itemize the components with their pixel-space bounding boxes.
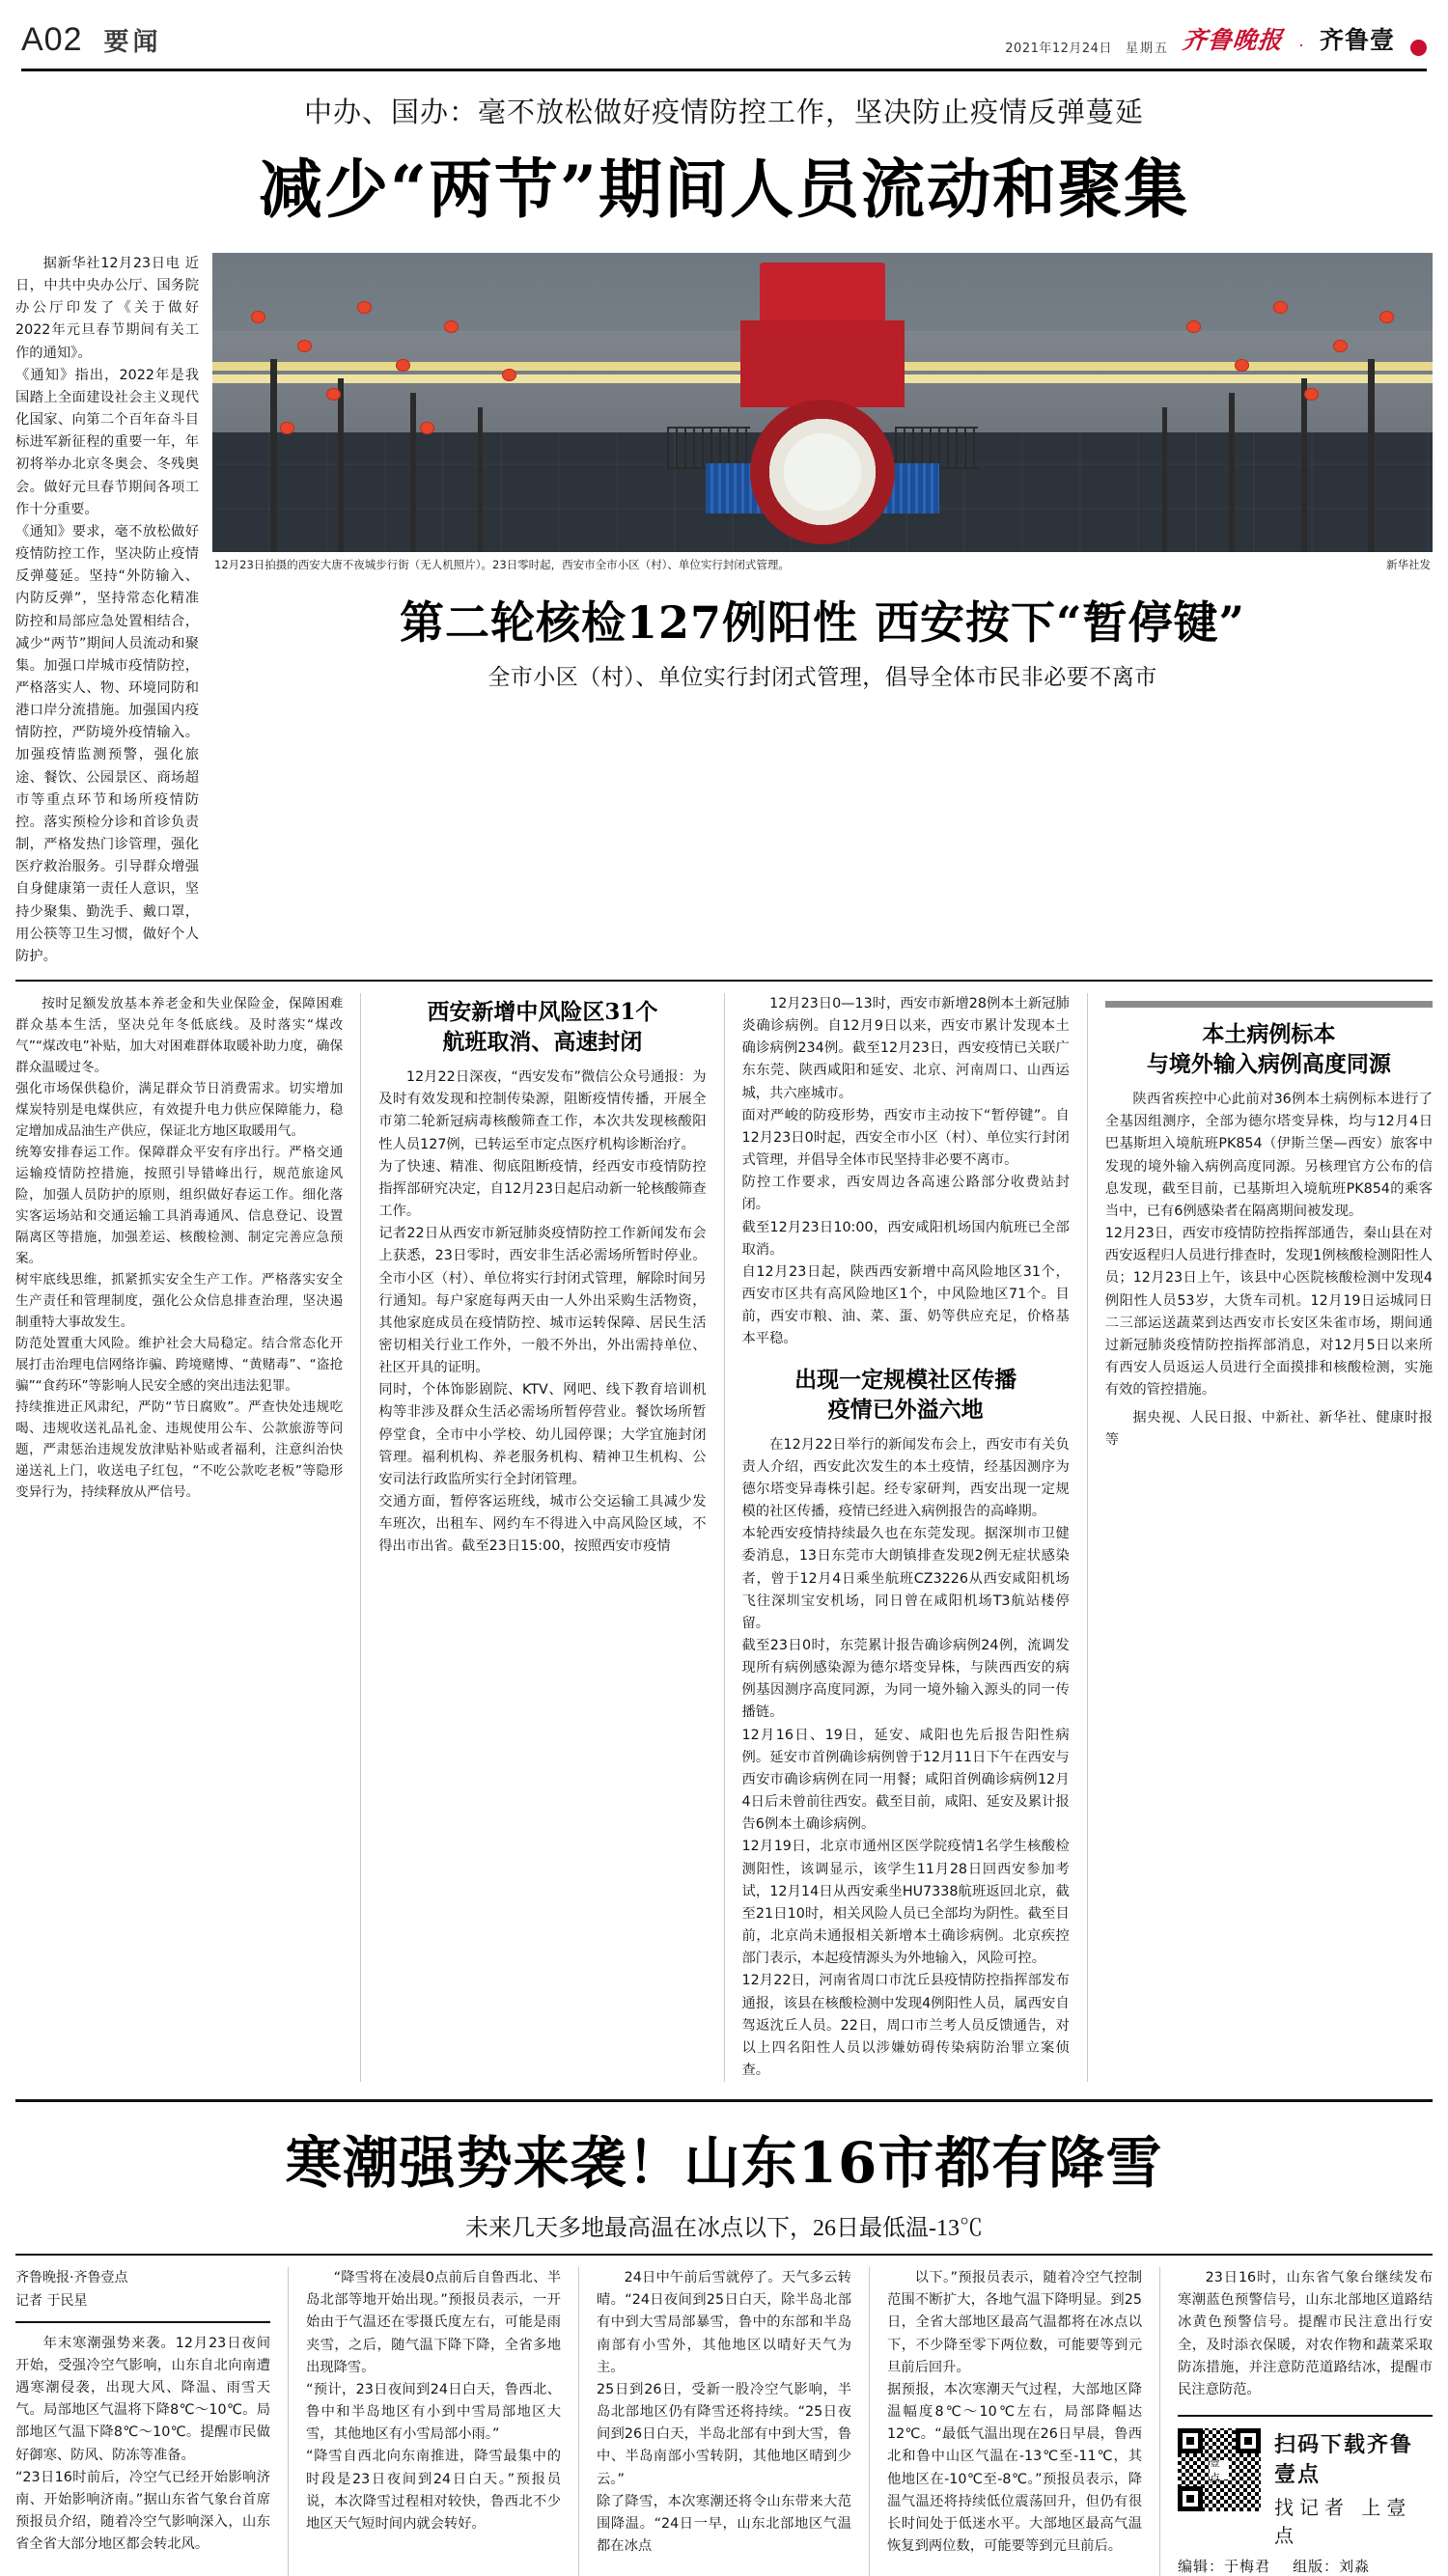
photo-lantern [251, 311, 265, 323]
float-body [740, 320, 905, 407]
weather-col1: “降雪将在凌晨0点前后自鲁西北、半岛北部等地开始出现。”预报员表示，一开始由于气温还在零摄氏度左右，可能是雨夹雪，之后，随气温下降下降，全省多地出现降雪。 “预计，23日夜间到24日白天，鲁西北、鲁中和半岛地区有小到中雪局部地区大雪，其他地区有小雪局部小雨。” “降雪自西北向东南推进，降雪最集中的时段是23日夜间到24日白天。”预报员说，本次降雪过程相对较快，鲁西北不少地区天气短时间内就会转好。 [306, 2270, 561, 2532]
qr-center-logo: 壹点 [1210, 2460, 1229, 2479]
story2-col1-body-wrap [378, 1066, 706, 1558]
story2-sources: 据央视、人民日报、中新社、新华社、健康时报等 [1104, 1410, 1433, 1449]
brand-logo-black: 齐鲁壹 [1319, 26, 1395, 54]
weather-col3-wrap [887, 2267, 1142, 2558]
weather-col0: 年末寒潮强势来袭。12月23日夜间开始，受强冷空气影响，山东自北向南遭遇寒潮侵袭，出现大风、降温、雨雪天气。局部地区气温将下降8℃～10℃。局部地区气温下降8℃～10℃。提醒市民做好御寒、防风、防冻等准备。 “23日16时前后，冷空气已经开始影响济南、开始影响济南。”据山东省气象台首席预报员介绍，随着冷空气影响深入，山东省全省大部分地区都会转北风。 [15, 2335, 270, 2553]
weather-col0-wrap [15, 2333, 270, 2557]
photo-lantern [1235, 359, 1249, 372]
story2-col1-body: 12月22日深夜，“西安发布”微信公众号通报：为及时有效发现和控制传染源，阻断疫情传播，开展全市第二轮新冠病毒核酸筛查工作，本次共发现核酸阳性人员127例，已转运至市定点医疗机构诊断治疗。 为了快速、精准、彻底阻断疫情，经西安市疫情防控指挥部研究决定，自12月23日起启动新一轮核酸筛查工作。 记者22日从西安市新冠肺炎疫情防控工作新闻发布会上获悉，23日零时，西安非生活必需场所暂时停业。全市小区（村）、单位将实行封闭式管理，解除时间另行通知。每户家庭每两天由一人外出采购生活物资，其他家庭成员在疫情防控、城市运转保障、居民生活密切相关行业工作外，一般不外出，外出需持单位、社区开具的证明。 同时，个体饰影剧院、KTV、网吧、线下教育培训机构等非涉及群众生活必需场所暂停营业。餐饮场所暂停堂食，全市中小学校、幼儿园停课；大学宜施封闭管理。福利机构、养老服务机构、精神卫生机构、公安司法行政监所实行全封闭管理。 交通方面，暂停客运班线，城市公交运输工具减少发车班次，出租车、网约车不得进入中高风险区域，不得出市出省。截至23日15:00，按照西安市疫情 [378, 1069, 707, 1555]
story2-col3-body-wrap [742, 1434, 1070, 2083]
photo-caption: 12月23日拍摄的西安大唐不夜城步行街（无人机照片）。23日零时起，西安市全市小区（村）、单位实行封闭式管理。 [214, 558, 790, 571]
column-divider [869, 2267, 870, 2576]
story2-subhead: 全市小区（村）、单位实行封闭式管理，倡导全体市民非必要不离市 [487, 665, 1157, 690]
masthead-left [21, 21, 162, 59]
weather-headline: 寒潮强势来袭！山东16市都有降雪 [285, 2130, 1163, 2197]
column-divider [1087, 993, 1088, 2082]
qr-code-icon[interactable] [1178, 2428, 1261, 2511]
photo-lantern [357, 301, 372, 314]
masthead [15, 0, 1433, 65]
photo-lantern [1186, 320, 1201, 333]
story2-column-3 [1105, 993, 1433, 2082]
weather-columns [15, 2267, 1433, 2576]
photo-lantern [1379, 311, 1394, 323]
news-photo [212, 253, 1433, 552]
weather-col4-wrap [1178, 2267, 1433, 2401]
column-divider [360, 993, 361, 2082]
lead-column-2-text: 按时足额发放基本养老金和失业保险金，保障困难群众基本生活，坚决兑年冬低底线。及时落实“煤改气”“煤改电”补贴，加大对困难群体取暖补助力度，确保群众温暖过冬。 强化市场保供稳价，满足群众节日消费需求。切实增加煤炭特别是电煤供应，有效提升电力供应保障能力，稳定增加成品油生产供应，保证北方地区取暖用气。 统筹安排春运工作。保障群众平安有序出行。严格交通运输疫情防控措施，按照引导错峰出行，规范旅途风险，加强人员防护的原则，组织做好春运工作。细化落实客运场站和交通运输工具消毒通风、信息登记、设置隔离区等措施，加强差运、核酸检测、制定完善应急预案。 树牢底线思维，抓紧抓实安全生产工作。严格落实安全生产责任和管理制度，强化公众信息排查治理，坚决遏制重特大事故发生。 防范处置重大风险。维护社会大局稳定。结合常态化开展打击治理电信网络诈骗、跨境赌博、“黄赌毒”、“盗抢骗”“食药环”等影响人民安全感的突出违法犯罪。 持续推进正风肃纪，严防“节日腐败”。严查快处违规吃喝、违规收送礼品礼金、违规使用公车、公款旅游等问题，严肃惩治违规发放津贴补贴或者福利，注意纠治快递送礼上门，收送电子红包，“不吃公款吃老板”等隐形变异行为，持续释放从严信号。 [15, 996, 344, 1501]
story2-column-2 [742, 993, 1070, 2082]
weather-byline-column [15, 2267, 270, 2576]
weather-column-3 [887, 2267, 1142, 2576]
lead-column-1-text: 据新华社12月23日电 近日，中共中央办公厅、国务院办公厅印发了《关于做好2022年元旦春节期间有关工作的通知》。 《通知》指出，2022年是我国踏上全面建设社会主义现代化国家、向第二个百年奋斗目标进军新征程的重要一年，年初将举办北京冬奥会、冬残奥会。做好元旦春节期间各项工作十分重要。 《通知》要求，毫不放松做好疫情防控工作，坚决防止疫情反弹蔓延。坚持“外防输入、内防反弹”，坚持常态化精准防控和局部应急处置相结合，减少“两节”期间人员流动和聚集。加强口岸城市疫情防控，严格落实人、物、环境同防和港口岸分流措施。加强国内疫情防控，严防境外疫情输入。加强疫情监测预警，强化旅途、餐饮、公园景区、商场超市等重点环节和场所疫情防控。落实预检分诊和首诊负责制，严格发热门诊管理，强化医疗救治服务。引导群众增强自身健康第一责任人意识，坚持少聚集、勤洗手、戴口罩，用公筷等卫生习惯，做好个人防护。 [15, 256, 199, 964]
footer-editor: 编辑：于梅君 [1178, 2558, 1271, 2576]
brand-separator-dot: · [1297, 36, 1304, 55]
photo-tree [478, 407, 483, 552]
weather-col4: 23日16时，山东省气象台继续发布寒潮蓝色预警信号，山东北部地区道路结冰黄色预警信号。提醒市民注意出行安全，及时添衣保暖，对农作物和蔬菜采取防冻措施，并注意防范道路结冰，提醒市民注意防范。 [1178, 2270, 1433, 2397]
photo-tree [410, 393, 416, 552]
lead-headline: 减少“两节”期间人员流动和聚集 [259, 152, 1189, 227]
weather-col1-wrap [306, 2267, 561, 2535]
section-bar [1105, 1001, 1433, 1008]
photo-tree [338, 378, 344, 552]
story2-columns [15, 993, 1433, 2082]
story2-col2-body-wrap [742, 993, 1070, 1351]
story2-column-0 [15, 993, 343, 2082]
photo-lantern [297, 340, 312, 352]
story2-header [212, 588, 1433, 691]
photo-tree [1368, 359, 1375, 552]
weather-rule [15, 2254, 1433, 2256]
page-number: A02 [21, 21, 83, 58]
weather-byline [15, 2267, 270, 2313]
story2-col4-body-wrap [1105, 1089, 1433, 1453]
story2-column-1 [378, 993, 706, 2082]
story2-col3-subhead: 出现一定规模社区传播 疫情已外溢六地 [794, 1366, 1017, 1423]
qr-text [1274, 2428, 1433, 2548]
story2-rule [15, 980, 1433, 982]
story2-col2-body: 12月23日0—13时，西安市新增28例本土新冠肺炎确诊病例。自12月9日以来，西安市累计发现本土确诊病例234例。截至12月23日，西安疫情已关联广东东莞、陕西咸阳和延安、北京、河南周口、山西运城，共六座城市。 面对严峻的防疫形势，西安市主动按下“暂停键”。自12月23日0时起，西安全市小区（村）、单位实行封闭式管理，并倡导全体市民坚持非必要不离市。 防控工作要求，西安周边各高速公路部分收费站封闭。 截至12月23日10:00，西安咸阳机场国内航班已全部取消。 自12月23日起，陕西西安新增中高风险地区31个，西安市区共有高风险地区1个，中风险地区71个。目前，西安市粮、油、菜、蛋、奶等供应充足，价格基本平稳。 [741, 996, 1070, 1347]
photo-parade-float [711, 263, 933, 552]
brand-logo-red: 齐鲁晚报 [1181, 28, 1285, 54]
weather-column-1 [306, 2267, 561, 2576]
brand-dot-icon [1410, 40, 1427, 56]
qr-line-1: 扫码下载齐鲁壹点 [1274, 2432, 1414, 2488]
qr-line-2: 找记者 上壹点 [1274, 2496, 1412, 2548]
section-name: 要闻 [103, 28, 162, 57]
photo-tree [1301, 378, 1307, 552]
lead-column-2 [15, 993, 343, 1503]
publication-date: 2021年12月24日 [1005, 42, 1112, 56]
photo-lantern [444, 320, 459, 333]
weather-column-4 [1178, 2267, 1433, 2576]
photo-caption-row [212, 552, 1433, 572]
photo-lantern [280, 422, 294, 434]
qr-eye-tl [1178, 2428, 1203, 2453]
qr-eye-bl [1178, 2486, 1203, 2511]
weather-story [15, 2099, 1433, 2576]
column-divider [1159, 2267, 1160, 2576]
footer-layout: 组版：刘淼 [1293, 2558, 1371, 2576]
photo-lantern [1273, 301, 1288, 314]
photo-tree [270, 359, 277, 552]
story2-headline: 第二轮核检127例阳性 西安按下“暂停键” [400, 596, 1245, 650]
lead-top-row [15, 253, 1433, 968]
weather-byline-brand: 齐鲁晚报·齐鲁壹点 [15, 2270, 128, 2286]
photo-lantern [1333, 340, 1348, 352]
lead-column-1 [15, 253, 199, 968]
column-divider [288, 2267, 289, 2576]
weather-column-2 [597, 2267, 851, 2576]
weekday: 星期五 [1125, 42, 1169, 56]
qr-footer [1178, 2415, 1433, 2548]
lead-kicker: 中办、国办：毫不放松做好疫情防控工作，坚决防止疫情反弹蔓延 [303, 97, 1144, 128]
lead-headline-block [15, 71, 1433, 239]
masthead-right [1005, 21, 1427, 59]
photo-lantern [420, 422, 434, 434]
photo-tree [1162, 407, 1167, 552]
column-divider [724, 993, 725, 2082]
photo-lantern [1304, 388, 1319, 401]
column-divider [578, 2267, 579, 2576]
weather-col2: 24日中午前后雪就停了。天气多云转晴。“24日夜间到25日白天，除半岛北部有中到大雪局部暴雪，鲁中的东部和半岛南部有小雪外，其他地区以晴好天气为主。 25日到26日，受新一股冷空气影响，半岛北部地区仍有降雪还将持续。“25日夜间到26日白天，半岛北部有中到大雪，鲁中、半岛南部小雪转阴，其他地区晴到少云。” 除了降雪，本次寒潮还将令山东带来大范围降温。“24日一早，山东北部地区气温都在冰点 [597, 2270, 851, 2554]
qr-eye-tr [1236, 2428, 1261, 2453]
weather-byline-rule [15, 2321, 270, 2323]
weather-byline-reporter: 记者 于民星 [15, 2292, 88, 2309]
story2-col1-subhead: 西安新增中风险区31个 航班取消、高速封闭 [427, 999, 658, 1056]
story2-col4-subhead: 本土病例标本 与境外输入病例高度同源 [1146, 1021, 1391, 1078]
photo-credit: 新华社发 [1386, 558, 1431, 571]
story2-col4-body: 陕西省疾控中心此前对36例本土病例标本进行了全基因组测序，全部为德尔塔变异株，均与12月4日巴基斯坦入境航班PK854（伊斯兰堡—西安）旅客中发现的境外输入病例高度同源。另核理官方公布的信息发现，截至目前，已基斯坦入境航班PK854的乘客当中，已有6例感染者在隔离期间被发现。 12月23日，西安市疫情防控指挥部通告，秦山县在对西安返程归人员进行排查时，发现1例核酸检测阳性人员；12月23日上午，该县中心医院核酸检测中发现4例阳性人员53岁，大货车司机。12月19日运城同日二三部运送蔬菜到达西安市长安区朱雀市场，期间通过新冠肺炎疫情防控指挥部消息，对12月5日以来所有西安人员返运人员进行全面摸排和核酸检测，实施有效的管控措施。 [1104, 1092, 1433, 1399]
footer-credits [1178, 2556, 1433, 2576]
photo-tree [1229, 393, 1235, 552]
photo-lantern [502, 369, 516, 381]
float-medallion [750, 400, 895, 544]
photo-lantern [326, 388, 341, 401]
story2-col3-body: 在12月22日举行的新闻发布会上，西安市有关负责人介绍，西安此次发生的本土疫情，经基因测序为德尔塔变异毒株引起。经专家研判，西安出现一定规模的社区传播，疫情已经进入病例报告的高峰期。 本轮西安疫情持续最久也在东莞发现。据深圳市卫健委消息，13日东莞市大朗镇排查发现2例无症状感染者，曾于12月4日乘坐航班CZ3226从西安咸阳机场飞往深圳宝安机场，同日曾在咸阳机场T3航站楼停留。 截至23日0时，东莞累计报告确诊病例24例，流调发现所有病例感染源为德尔塔变异株，与陕西西安的病例基因测序高度同源，为同一境外输入源头的同一传播链。 12月16日、19日，延安、咸阳也先后报告阳性病例。延安市首例确诊病例曾于12月11日下午在西安与西安市确诊病例在同一用餐；咸阳首例确诊病例12月4日后未曾前往西安。截至目前，咸阳、延安及累计报告6例本土确诊病例。 12月19日，北京市通州区医学院疫情1名学生核酸检测阳性，该调显示，该学生11月28日回西安参加考试，12月14日从西安乘坐HU7338航班返回北京，截至21日10时，相关风险人员已全部均为阴性。截至目前，北京尚未通报相关新增本土确诊病例。北京疾控部门表示，本起疫情源头为外地输入，风险可控。 12月22日，河南省周口市沈丘县疫情防控指挥部发布通报，该县在核酸检测中发现4例阳性人员，属西安自驾返沈丘人员。22日，周口市兰考人员反馈通告，对以上四名阳性人员以涉嫌妨碍传染病防治罪立案侦查。 [741, 1436, 1070, 2078]
weather-subhead: 未来几天多地最高温在冰点以下，26日最低温-13℃ [465, 2216, 983, 2242]
photo-block [212, 253, 1433, 691]
weather-col2-wrap [597, 2267, 851, 2558]
photo-lantern [396, 359, 410, 372]
weather-col3: 以下。”预报员表示，随着冷空气控制范围不断扩大，各地气温下降明显。到25日，全省大部地区最高气温都将在冰点以下，不少降至零下两位数，可能要等到元旦前后回升。 据预报，本次寒潮天气过程，大部地区降温幅度8℃～10℃左右，局部降幅达12℃。“最低气温出现在26日早晨，鲁西北和鲁中山区气温在-13℃至-11℃，其他地区在-10℃至-8℃。”预报员表示，降温气温还将持续低位震荡回升，但仍有很长时间处于低迷水平。大部地区最高气温恢复到两位数，可能要等到元旦前后。 [887, 2270, 1142, 2554]
